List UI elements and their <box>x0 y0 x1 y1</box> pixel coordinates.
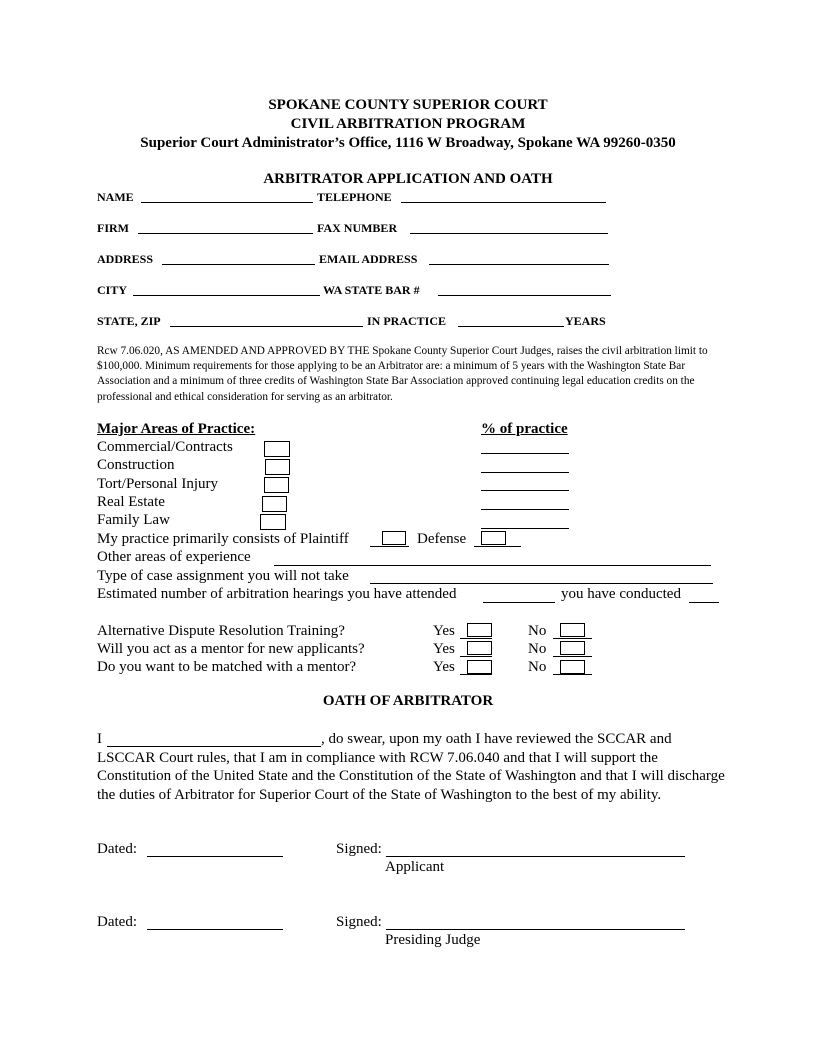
area-checkbox[interactable] <box>262 496 287 512</box>
yes-underline <box>460 656 492 657</box>
firm-field[interactable] <box>138 233 313 234</box>
area-checkbox[interactable] <box>264 477 289 493</box>
area-label: Tort/Personal Injury <box>97 476 219 492</box>
program-name: CIVIL ARBITRATION PROGRAM <box>290 116 526 132</box>
signer-role: Presiding Judge <box>385 932 481 948</box>
signed-label: Signed: <box>336 841 382 857</box>
dated-label: Dated: <box>97 841 137 857</box>
defense-underline <box>474 546 521 547</box>
percent-heading: % of practice <box>481 421 568 437</box>
other-areas-label: Other areas of experience <box>97 549 251 565</box>
plaintiff-underline <box>370 546 409 547</box>
fax-field[interactable] <box>410 233 608 234</box>
conducted-label: you have conducted <box>561 586 681 602</box>
area-checkbox[interactable] <box>265 459 290 475</box>
address-field[interactable] <box>162 264 315 265</box>
signer-role: Applicant <box>385 859 445 875</box>
address-label: ADDRESS <box>97 252 154 266</box>
yes-underline <box>460 638 492 639</box>
question-label: Will you act as a mentor for new applicants? <box>97 641 365 657</box>
oath-text: LSCCAR Court rules, that I am in compliance with RCW 7.06.040 and that I will support the Constitution of the United State and the Constitution of the State of Washington and that I will discharge the duties of Arbitrator for Superior Court of the State of Washington to the best of my ability. <box>97 750 725 803</box>
state-zip-field[interactable] <box>170 326 363 327</box>
attended-field[interactable] <box>483 602 555 603</box>
area-label: Commercial/Contracts <box>97 439 233 455</box>
no-underline <box>553 638 592 639</box>
no-underline <box>553 674 592 675</box>
firm-label: FIRM <box>97 221 129 235</box>
no-checkbox[interactable] <box>560 623 585 637</box>
email-label: EMAIL ADDRESS <box>319 252 418 266</box>
question-label: Alternative Dispute Resolution Training? <box>97 623 345 639</box>
plaintiff-checkbox[interactable] <box>382 531 406 545</box>
no-underline <box>553 656 592 657</box>
signature-field[interactable] <box>386 929 685 930</box>
question-label: Do you want to be matched with a mentor? <box>97 659 357 675</box>
state-zip-label: STATE, ZIP <box>97 314 161 328</box>
area-label: Real Estate <box>97 494 165 510</box>
oath-title: OATH OF ARBITRATOR <box>322 693 494 709</box>
city-label: CITY <box>97 283 128 297</box>
oath-line1: , do swear, upon my oath I have reviewed the SCCAR and <box>321 731 672 747</box>
no-checkbox[interactable] <box>560 660 585 674</box>
telephone-label: TELEPHONE <box>317 190 392 204</box>
area-percent-field[interactable] <box>481 528 569 529</box>
other-areas-field[interactable] <box>274 565 711 566</box>
court-name: SPOKANE COUNTY SUPERIOR COURT <box>268 97 548 113</box>
yes-checkbox[interactable] <box>467 641 492 655</box>
not-take-label: Type of case assignment you will not take <box>97 568 349 584</box>
defense-checkbox[interactable] <box>481 531 506 545</box>
name-label: NAME <box>97 190 134 204</box>
conducted-field[interactable] <box>689 602 719 603</box>
office-address: Superior Court Administrator’s Office, 1116 W Broadway, Spokane WA 99260-0350 <box>140 135 676 151</box>
telephone-field[interactable] <box>401 202 606 203</box>
defense-label: Defense <box>417 531 467 547</box>
area-percent-field[interactable] <box>481 509 569 510</box>
email-field[interactable] <box>429 264 609 265</box>
city-field[interactable] <box>133 295 320 296</box>
area-label: Family Law <box>97 512 170 528</box>
area-label: Construction <box>97 457 175 473</box>
dated-field[interactable] <box>147 929 283 930</box>
bar-label: WA STATE BAR # <box>323 283 420 297</box>
yes-label: Yes <box>433 659 455 675</box>
area-checkbox[interactable] <box>264 441 290 457</box>
practice-heading: Major Areas of Practice: <box>97 421 256 437</box>
not-take-field[interactable] <box>370 583 713 584</box>
no-label: No <box>528 659 547 675</box>
dated-field[interactable] <box>147 856 283 857</box>
yes-checkbox[interactable] <box>467 660 492 674</box>
yes-checkbox[interactable] <box>467 623 492 637</box>
signed-label: Signed: <box>336 914 382 930</box>
signature-field[interactable] <box>386 856 685 857</box>
area-percent-field[interactable] <box>481 490 569 491</box>
oath-name-field[interactable] <box>107 746 321 747</box>
in-practice-label: IN PRACTICE <box>367 314 447 328</box>
yes-label: Yes <box>433 623 455 639</box>
form-title: ARBITRATOR APPLICATION AND OATH <box>263 171 553 187</box>
dated-label: Dated: <box>97 914 137 930</box>
no-label: No <box>528 623 547 639</box>
years-field[interactable] <box>458 326 564 327</box>
requirements-text: Rcw 7.06.020, AS AMENDED AND APPROVED BY THE Spokane County Superior Court Judges, raises the civil arbitration limit to $100,000. Minimum requirements for those applying to be an Arbitrator are: a minimum of 5 years with the Washington State Bar Association and a minimum of three credits of Washington State Bar Association approved continuing legal education credits on the professional and ethical consideration for serving as an arbitrator. <box>97 345 708 403</box>
estimated-label: Estimated number of arbitration hearings you have attended <box>97 586 457 602</box>
area-percent-field[interactable] <box>481 453 569 454</box>
yes-label: Yes <box>433 641 455 657</box>
fax-label: FAX NUMBER <box>317 221 398 235</box>
years-label: YEARS <box>565 314 606 328</box>
primarily-label: My practice primarily consists of Plaintiff <box>97 531 349 547</box>
area-percent-field[interactable] <box>481 472 569 473</box>
no-checkbox[interactable] <box>560 641 585 655</box>
oath-i: I <box>97 731 102 747</box>
name-field[interactable] <box>141 202 313 203</box>
no-label: No <box>528 641 547 657</box>
yes-underline <box>460 674 492 675</box>
area-checkbox[interactable] <box>260 514 286 530</box>
bar-field[interactable] <box>438 295 611 296</box>
